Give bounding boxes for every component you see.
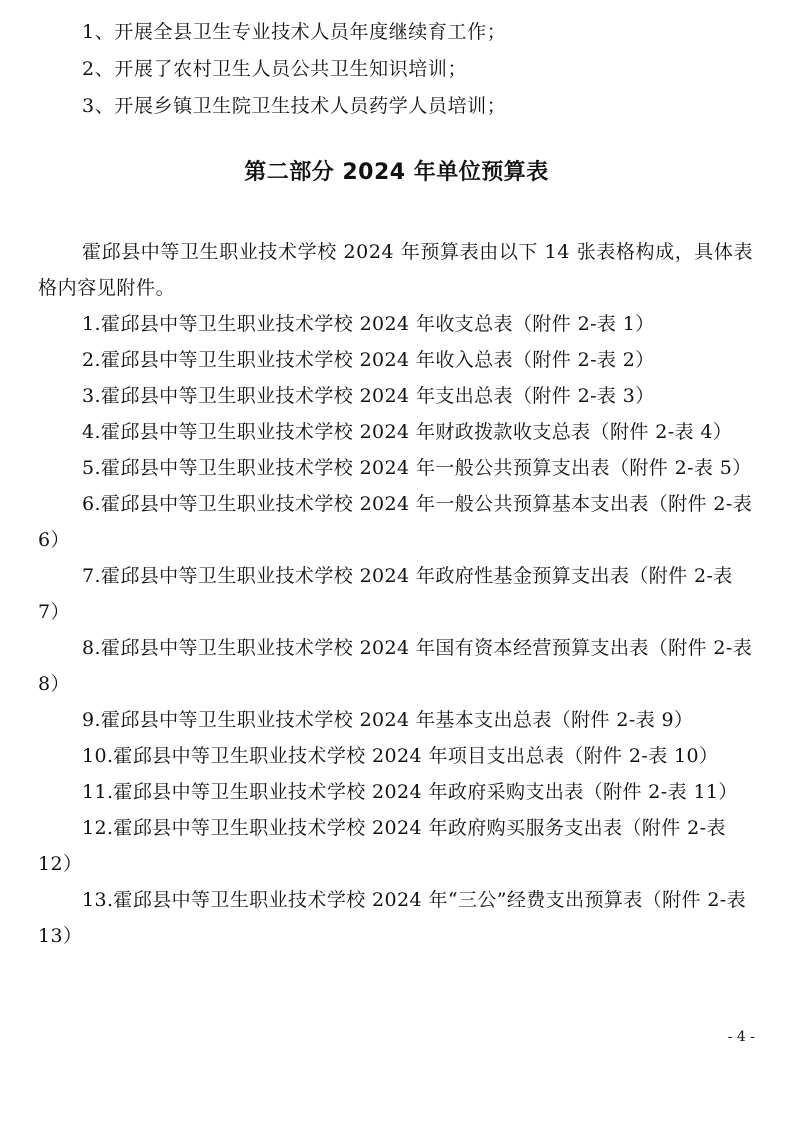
- intro-item-1: 1、开展全县卫生专业技术人员年度继续育工作；: [82, 21, 507, 43]
- table-list-item: 2.霍邱县中等卫生职业技术学校 2024 年收入总表（附件 2-表 2）: [82, 349, 655, 371]
- intro-item-2: 2、开展了农村卫生人员公共卫生知识培训；: [82, 58, 468, 80]
- table-list-item: 9.霍邱县中等卫生职业技术学校 2024 年基本支出总表（附件 2-表 9）: [82, 709, 694, 731]
- table-list-item: 4.霍邱县中等卫生职业技术学校 2024 年财政拨款收支总表（附件 2-表 4）: [82, 421, 733, 443]
- table-list-item: 7.霍邱县中等卫生职业技术学校 2024 年政府性基金预算支出表（附件 2-表 7）: [38, 565, 733, 623]
- table-list-item: 11.霍邱县中等卫生职业技术学校 2024 年政府采购支出表（附件 2-表 11）: [82, 781, 738, 803]
- section-heading: 第二部分 2024 年单位预算表: [244, 160, 549, 185]
- table-list-item: 12.霍邱县中等卫生职业技术学校 2024 年政府购买服务支出表（附件 2-表 12）: [38, 817, 726, 875]
- table-list-item: 3.霍邱县中等卫生职业技术学校 2024 年支出总表（附件 2-表 3）: [82, 385, 655, 407]
- table-list-item: 8.霍邱县中等卫生职业技术学校 2024 年国有资本经营预算支出表（附件 2-表 8）: [38, 637, 753, 695]
- intro-item-3: 3、开展乡镇卫生院卫生技术人员药学人员培训；: [82, 95, 507, 117]
- table-list-item: 1.霍邱县中等卫生职业技术学校 2024 年收支总表（附件 2-表 1）: [82, 313, 655, 335]
- table-list-item: 5.霍邱县中等卫生职业技术学校 2024 年一般公共预算支出表（附件 2-表 5）: [82, 457, 752, 479]
- table-list-item: 13.霍邱县中等卫生职业技术学校 2024 年“三公”经费支出预算表（附件 2-表 13）: [38, 889, 747, 947]
- page-number: - 4 -: [727, 1029, 755, 1045]
- table-list-item: 10.霍邱县中等卫生职业技术学校 2024 年项目支出总表（附件 2-表 10）: [82, 745, 719, 767]
- intro-paragraph: 霍邱县中等卫生职业技术学校 2024 年预算表由以下 14 张表格构成，具体表格内容见附件。: [38, 241, 754, 299]
- table-list-item: 6.霍邱县中等卫生职业技术学校 2024 年一般公共预算基本支出表（附件 2-表 6）: [38, 493, 753, 551]
- table-list: [38, 306, 756, 954]
